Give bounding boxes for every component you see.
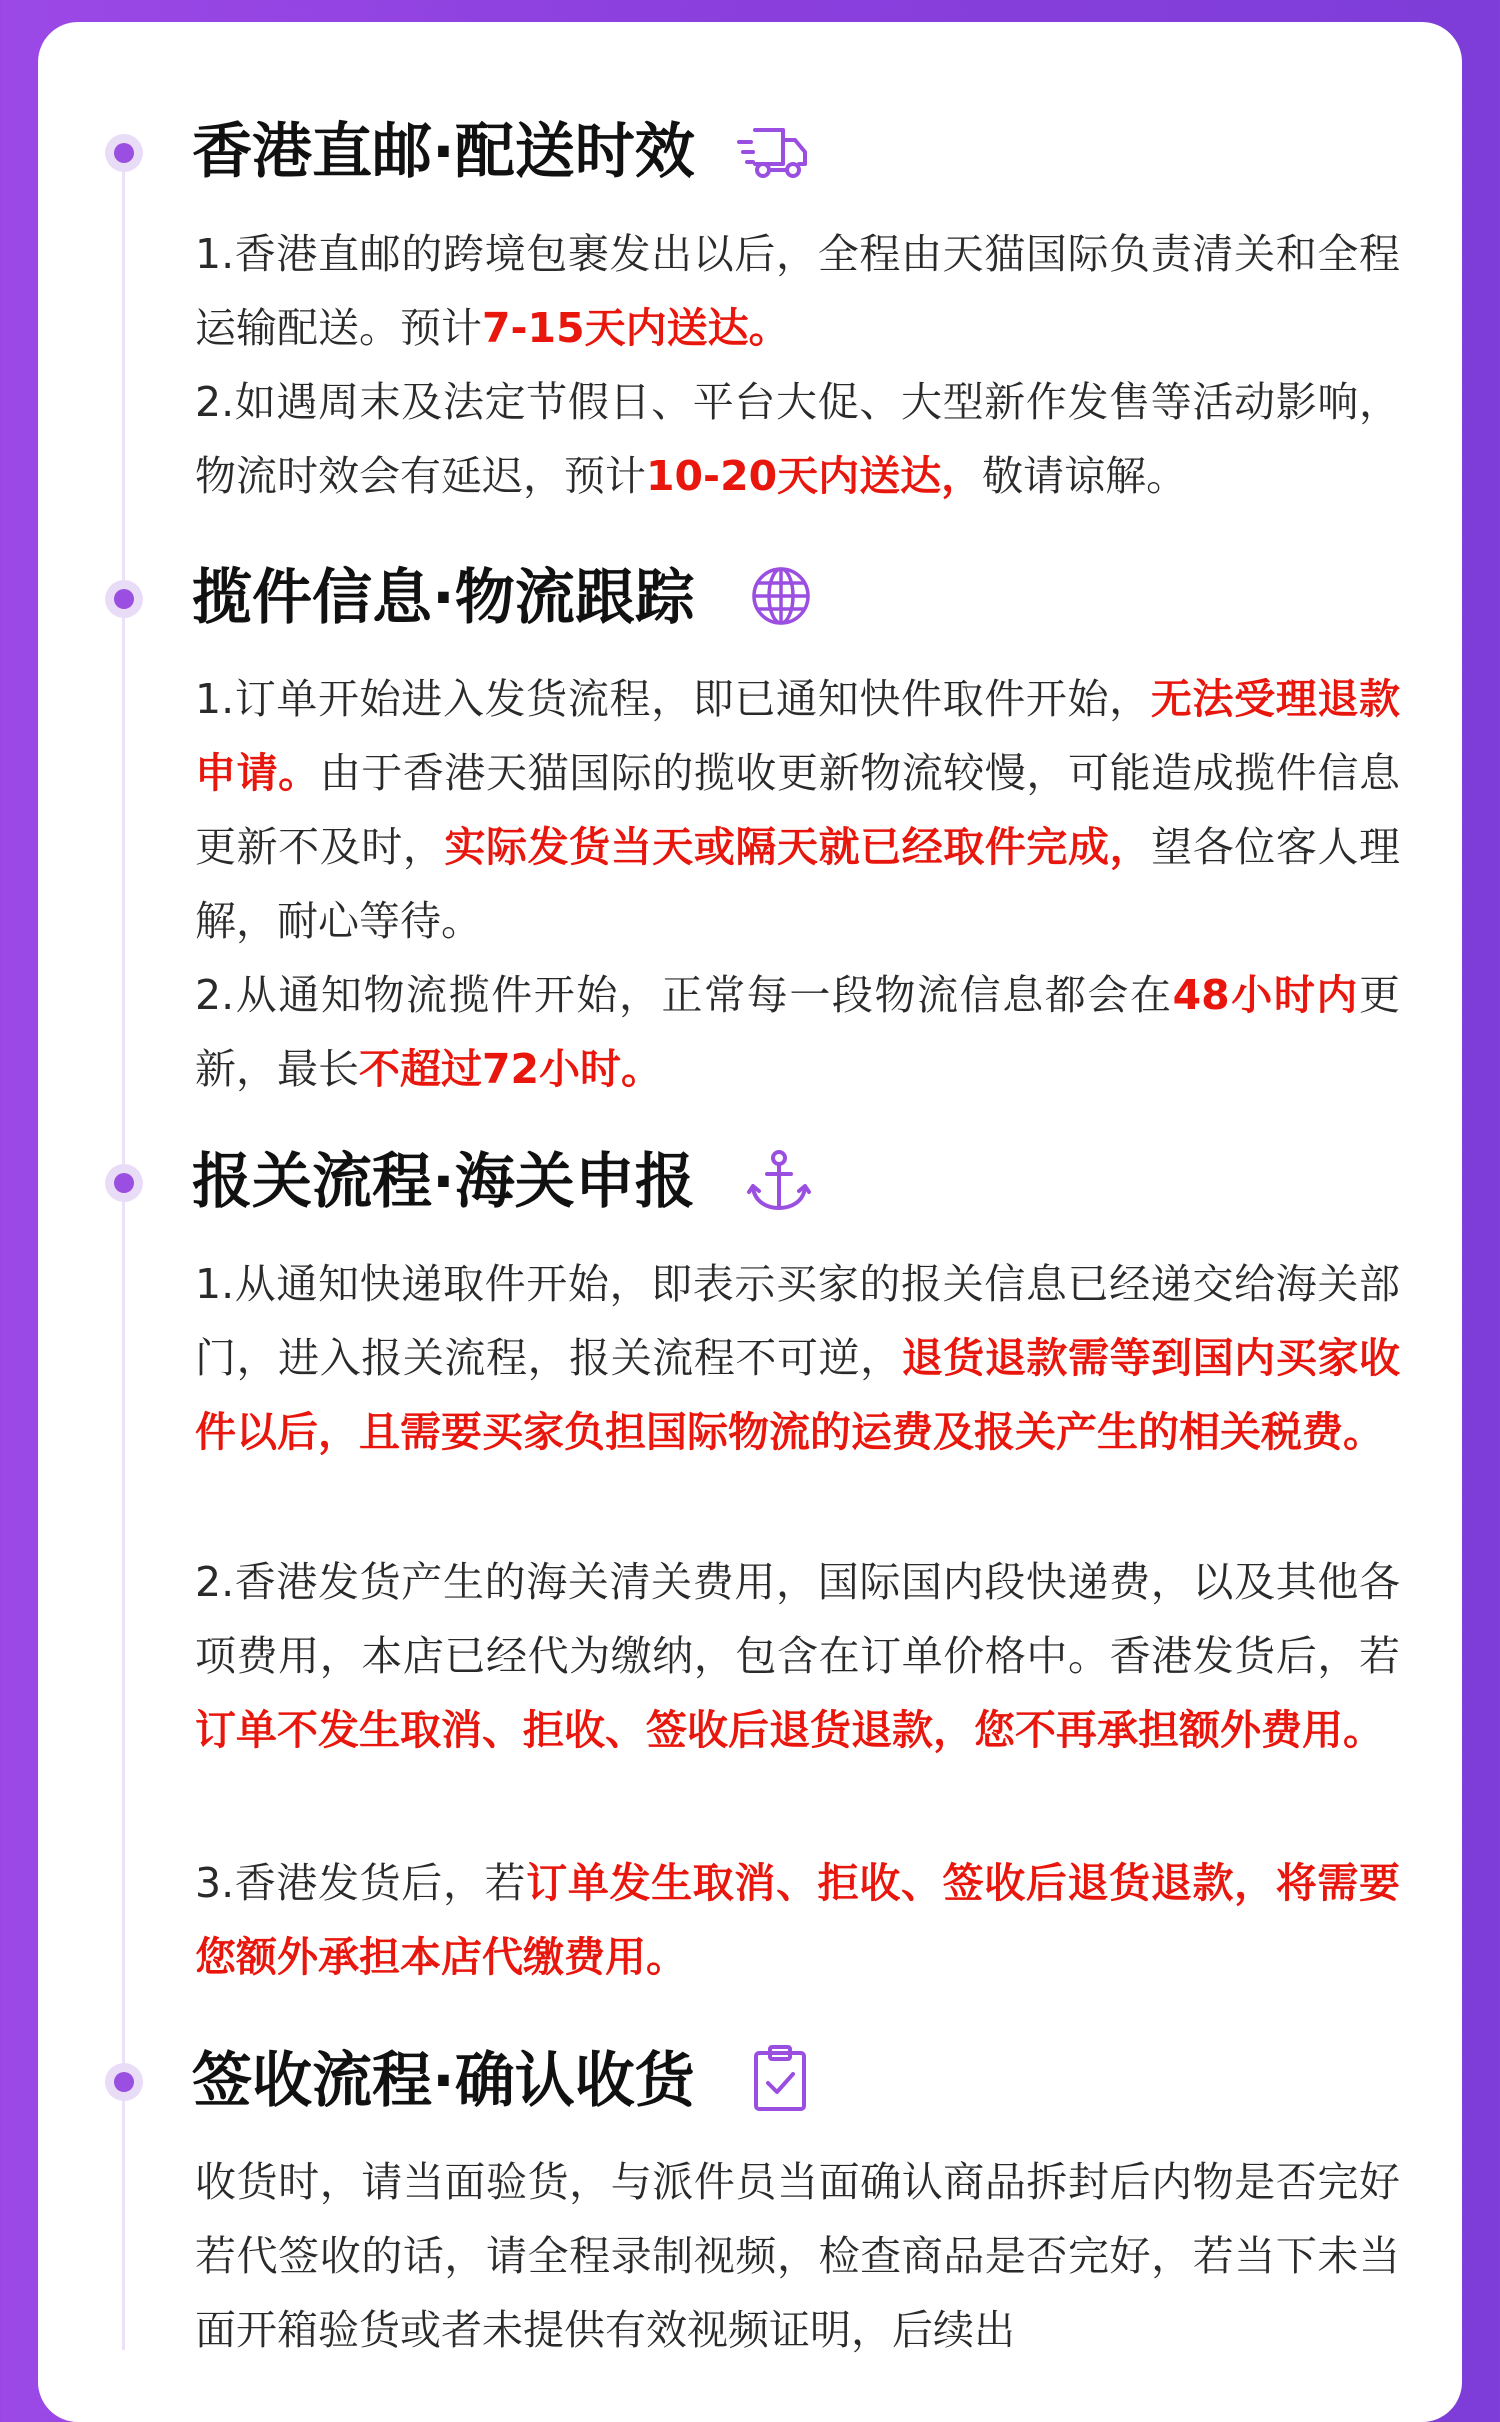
timeline-dot <box>105 134 143 172</box>
timeline-line <box>122 150 125 2350</box>
paragraph: 1.香港直邮的跨境包裹发出以后，全程由天猫国际负责清关和全程运输配送。预计7-15天内送达。 <box>195 230 1400 352</box>
paragraph: 1.订单开始进入发货流程，即已通知快件取件开始，无法受理退款申请。由于香港天猫国际的揽收更新物流较慢，可能造成揽件信息更新不及时，实际发货当天或隔天就已经取件完成，望各位客人理解，耐心等待。 <box>195 675 1401 945</box>
paragraph: 收货时，请当面验货，与派件员当面确认商品拆封后内物是否完好若代签收的话，请全程录制视频，检查商品是否完好，若当下未当面开箱验货或者未提供有效视频证明，后续出 <box>195 2158 1400 2354</box>
section-title: 报关流程·海关申报 <box>192 1147 695 1217</box>
globe-icon <box>748 563 814 629</box>
paragraph: 2.香港发货产生的海关清关费用，国际国内段快递费，以及其他各项费用，本店已经代为缴纳，包含在订单价格中。香港发货后，若订单不发生取消、拒收、签收后退货退款，您不再承担额外费用。 <box>195 1558 1400 1754</box>
timeline-dot <box>105 2063 143 2101</box>
paragraph: 1.从通知快递取件开始，即表示买家的报关信息已经递交给海关部门，进入报关流程，报关流程不可逆，退货退款需等到国内买家收件以后，且需要买家负担国际物流的运费及报关产生的相关税费。 <box>195 1260 1401 1456</box>
timeline-dot <box>105 580 143 618</box>
delivery-truck-icon <box>735 120 813 186</box>
paragraph: 3.香港发货后，若订单发生取消、拒收、签收后退货退款，将需要您额外承担本店代缴费用。 <box>195 1859 1401 1981</box>
section-title: 揽件信息·物流跟踪 <box>192 563 695 633</box>
clipboard-check-icon <box>750 2043 810 2113</box>
paragraph: 2.如遇周末及法定节假日、平台大促、大型新作发售等活动影响，物流时效会有延迟，预计10-20天内送达，敬请谅解。 <box>195 378 1400 500</box>
section-title: 香港直邮·配送时效 <box>192 117 695 187</box>
timeline-dot <box>105 1164 143 1202</box>
section-title: 签收流程·确认收货 <box>192 2046 695 2116</box>
anchor-icon <box>745 1148 813 1216</box>
paragraph: 2.从通知物流揽件开始，正常每一段物流信息都会在48小时内更新，最长不超过72小时。 <box>195 971 1400 1093</box>
